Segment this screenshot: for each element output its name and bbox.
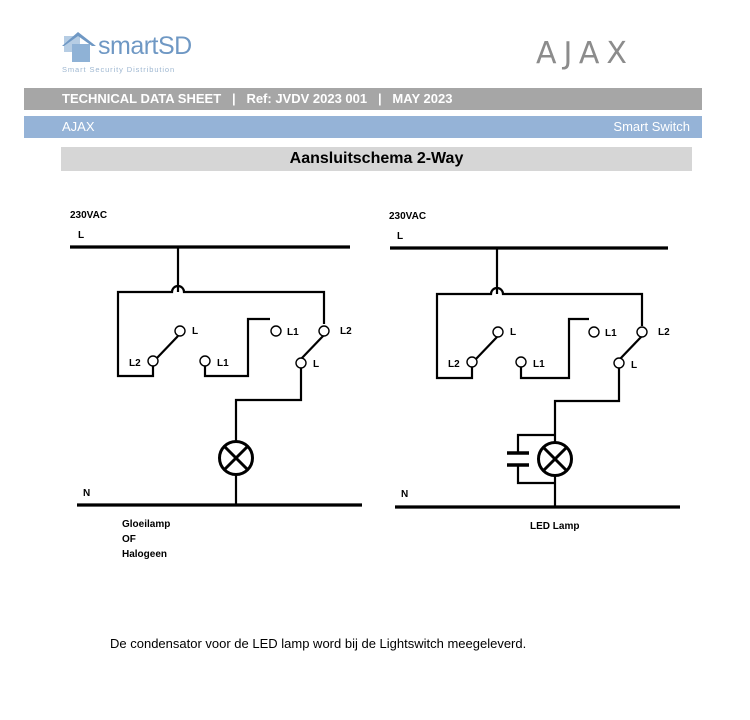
smartsd-logo-text: smartSD	[98, 32, 192, 60]
ajax-logo: AJAX	[536, 36, 634, 71]
page-title: Aansluitschema 2-Way	[61, 147, 692, 171]
switch1-out-b-label: L1	[533, 359, 545, 370]
line-label: L	[78, 230, 85, 241]
lamp-caption-line-1: LED Lamp	[530, 521, 580, 532]
switch-contacts-2	[467, 327, 647, 368]
neutral-label: N	[83, 488, 91, 499]
smartsd-tagline: Smart Security Distribution	[62, 65, 176, 74]
neutral-label: N	[401, 489, 409, 500]
switch1-out-b-label: L1	[217, 358, 229, 369]
line-label: L	[397, 231, 404, 242]
switch1-lever	[475, 337, 497, 360]
lamp-feed	[236, 366, 301, 442]
switch2-out-a-label: L1	[287, 327, 299, 338]
datasheet-bar: TECHNICAL DATA SHEET | Ref: JVDV 2023 001 | MAY 2023	[24, 88, 702, 110]
capacitor-icon	[507, 435, 555, 483]
switch1-out-a-label: L2	[129, 358, 141, 369]
switch-contacts-1	[148, 326, 329, 368]
diagram-led	[390, 248, 680, 507]
switch1-out-a-label: L2	[448, 359, 460, 370]
capacitor-note: De condensator voor de LED lamp word bij de Lightswitch meegeleverd.	[110, 636, 527, 651]
switch2-lever	[619, 336, 642, 360]
lamp-caption-line-1: Gloeilamp	[122, 519, 171, 530]
lamp-icon	[539, 443, 572, 476]
lamp-caption-line-3: Halogeen	[122, 549, 168, 560]
lamp-caption-line-2: OF	[122, 534, 136, 545]
switch2-out-a-label: L1	[605, 328, 617, 339]
switch2-common-label: L	[631, 360, 638, 371]
switch1-common-label: L	[192, 326, 199, 337]
switch2-out-b-label: L2	[658, 327, 670, 338]
switch2-lever	[301, 335, 324, 359]
product-label: Smart Switch	[613, 119, 690, 134]
supply-label: 230VAC	[70, 210, 108, 221]
traveller-l1	[521, 319, 589, 378]
switch2-common-label: L	[313, 359, 320, 370]
brand-label: AJAX	[62, 119, 95, 134]
traveller-l1	[205, 319, 270, 376]
diagram-incandescent	[70, 247, 362, 505]
lamp-icon	[220, 442, 253, 475]
switch1-lever	[156, 336, 178, 359]
switch1-common-label: L	[510, 327, 517, 338]
supply-label: 230VAC	[389, 211, 427, 222]
switch2-out-b-label: L2	[340, 326, 352, 337]
